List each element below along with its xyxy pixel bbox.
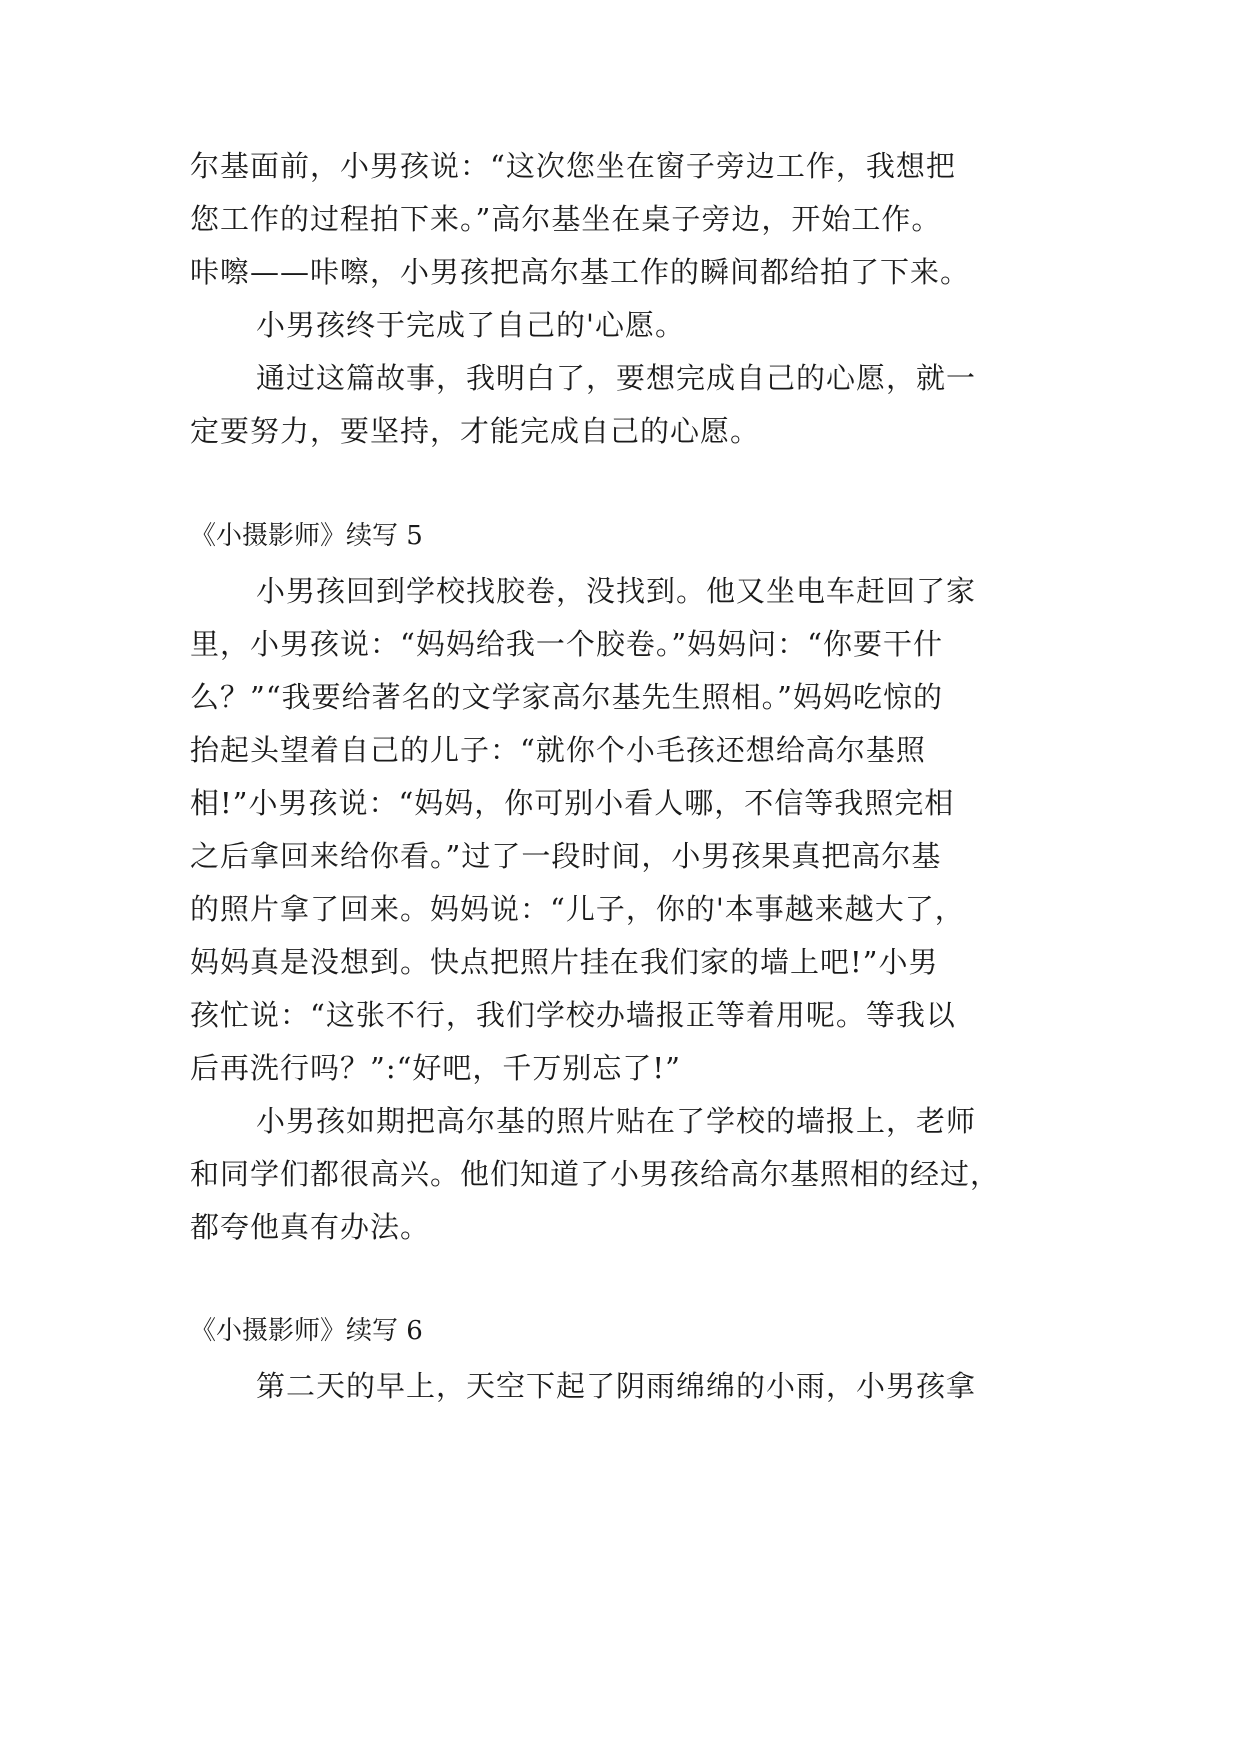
- section-heading: 《小摄影师》续写 6: [190, 1316, 423, 1346]
- paragraph-line: 后再洗行吗？”:“好吧，千万别忘了!”: [190, 1051, 681, 1085]
- paragraph-line: 咔嚓——咔嚓，小男孩把高尔基工作的瞬间都给拍了下来。: [190, 255, 971, 289]
- paragraph-line: 抬起头望着自己的儿子：“就你个小毛孩还想给高尔基照: [190, 733, 926, 767]
- paragraph-line: 里，小男孩说：“妈妈给我一个胶卷。”妈妈问：“你要干什: [190, 627, 943, 661]
- paragraph-line: 小男孩终于完成了自己的'心愿。: [256, 308, 685, 342]
- paragraph-line: 第二天的早上，天空下起了阴雨绵绵的小雨，小男孩拿: [256, 1369, 977, 1403]
- paragraph-line: 么？”“我要给著名的文学家高尔基先生照相。”妈妈吃惊的: [190, 680, 943, 714]
- paragraph-line: 的照片拿了回来。妈妈说：“儿子，你的'本事越来越大了，: [190, 892, 965, 926]
- paragraph-line: 和同学们都很高兴。他们知道了小男孩给高尔基照相的经过，: [190, 1157, 1001, 1191]
- paragraph-line: 相!”小男孩说：“妈妈，你可别小看人哪，不信等我照完相: [190, 786, 955, 820]
- paragraph-line: 通过这篇故事，我明白了，要想完成自己的心愿，就一: [256, 361, 977, 395]
- paragraph-line: 小男孩如期把高尔基的照片贴在了学校的墙报上，老师: [256, 1104, 977, 1138]
- paragraph-line: 您工作的过程拍下来。”高尔基坐在桌子旁边，开始工作。: [190, 202, 942, 236]
- paragraph-line: 尔基面前，小男孩说：“这次您坐在窗子旁边工作，我想把: [190, 149, 956, 183]
- paragraph-line: 定要努力，要坚持，才能完成自己的心愿。: [190, 414, 761, 448]
- paragraph-line: 都夸他真有办法。: [190, 1210, 431, 1244]
- paragraph-line: 妈妈真是没想到。快点把照片挂在我们家的墙上吧!”小男: [190, 945, 939, 979]
- paragraph-line: 小男孩回到学校找胶卷，没找到。他又坐电车赶回了家: [256, 574, 977, 608]
- section-heading: 《小摄影师》续写 5: [190, 521, 423, 551]
- paragraph-line: 孩忙说：“这张不行，我们学校办墙报正等着用呢。等我以: [190, 998, 956, 1032]
- paragraph-line: 之后拿回来给你看。”过了一段时间，小男孩果真把高尔基: [190, 839, 942, 873]
